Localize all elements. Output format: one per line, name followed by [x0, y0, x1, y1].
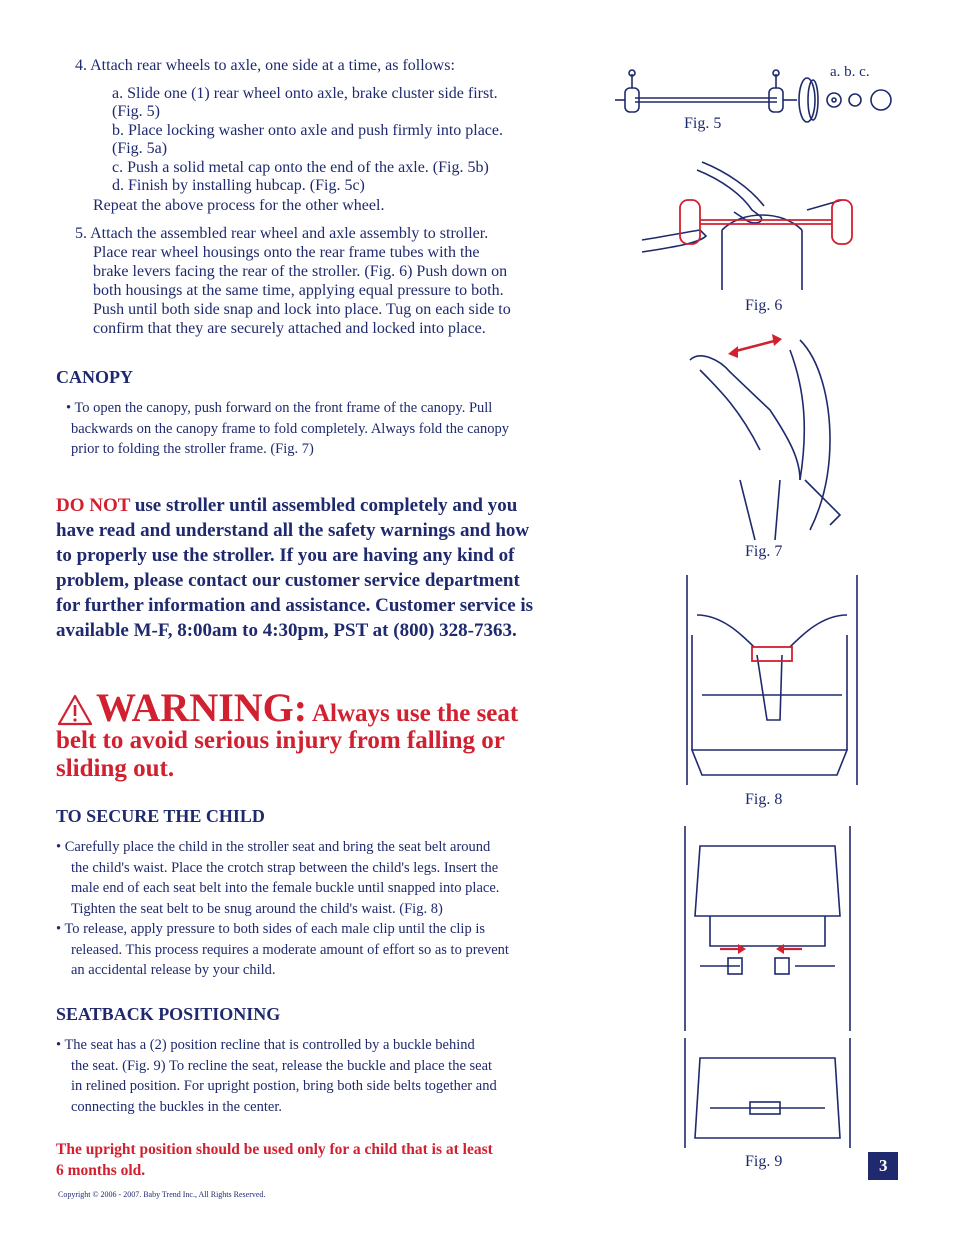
secure-line: released. This process requires a moderate amount of effort so as to prevent — [71, 941, 509, 958]
step4-intro: 4. Attach rear wheels to axle, one side at a time, as follows: — [75, 57, 455, 74]
canopy-line: backwards on the canopy frame to fold completely. Always fold the canopy — [71, 420, 509, 437]
warning-text: Always use the seat — [307, 700, 519, 727]
fig5-label: Fig. 5 — [684, 115, 722, 132]
warning-text: belt to avoid serious injury from falling or — [56, 727, 505, 754]
fig7-canopy-illustration — [680, 330, 870, 540]
upright-note: The upright position should be used only for a child that is at least — [56, 1141, 493, 1158]
step5-line: both housings at the same time, applying equal pressure to both. — [93, 282, 504, 299]
page-number-badge — [868, 1152, 898, 1180]
fig7-label: Fig. 7 — [745, 543, 783, 560]
do-not-label: DO NOT — [56, 495, 131, 516]
seatback-line: in relined position. For upright postion, bring both side belts together and — [71, 1078, 497, 1094]
copyright: Copyright © 2006 - 2007. Baby Trend Inc., All Rights Reserved. — [58, 1190, 266, 1199]
secure-line: the child's waist. Place the crotch strap between the child's legs. Insert the — [71, 859, 499, 876]
secure-heading: TO SECURE THE CHILD — [56, 806, 265, 826]
step4-b-fig: (Fig. 5a) — [112, 140, 168, 157]
do-not-line: available M-F, 8:00am to 4:30pm, PST at (800) 328-7363. — [56, 620, 517, 641]
do-not-line: to properly use the stroller. If you are having any kind of — [56, 545, 515, 566]
warning-word: WARNING: — [96, 685, 308, 730]
step5-line: confirm that they are securely attached and locked into place. — [93, 320, 486, 337]
secure-line: • Carefully place the child in the stroller seat and bring the seat belt around — [56, 839, 491, 855]
step4-b: b. Place locking washer onto axle and push firmly into place. — [112, 122, 504, 139]
warning-text: sliding out. — [56, 755, 175, 782]
fig5-parts-labels: a. b. c. — [830, 64, 870, 80]
step5-line: Place rear wheel housings onto the rear frame tubes with the — [93, 244, 480, 261]
seatback-line: connecting the buckles in the center. — [71, 1098, 282, 1115]
upright-note: 6 months old. — [56, 1162, 146, 1179]
do-not-line: problem, please contact our customer service department — [56, 570, 520, 591]
step4-c: c. Push a solid metal cap onto the end of the axle. (Fig. 5b) — [112, 159, 489, 176]
step5-line: 5. Attach the assembled rear wheel and axle assembly to stroller. — [75, 225, 489, 242]
secure-text — [56, 837, 509, 981]
seatback-text — [56, 1035, 497, 1117]
step5-line: Push until both side snap and lock into place. Tug on each side to — [93, 301, 511, 318]
step4-d: d. Finish by installing hubcap. (Fig. 5c) — [112, 177, 365, 194]
do-not-line: have read and understand all the safety warnings and how — [56, 520, 530, 541]
fig6-wheel-housing-illustration — [642, 160, 872, 290]
secure-line: an accidental release by your child. — [71, 962, 276, 978]
seatback-heading: SEATBACK POSITIONING — [56, 1004, 281, 1024]
fig8-label: Fig. 8 — [745, 791, 783, 808]
secure-line: Tighten the seat belt to be snug around the child's waist. (Fig. 8) — [71, 900, 443, 917]
fig6-label: Fig. 6 — [745, 297, 783, 314]
step4-a-fig: (Fig. 5) — [112, 103, 160, 120]
do-not-line: for further information and assistance. Customer service is — [56, 595, 534, 616]
fig9-buckle-release-illustration — [680, 826, 855, 1031]
do-not-notice — [56, 493, 533, 643]
fig9-label: Fig. 9 — [745, 1153, 783, 1170]
secure-line: male end of each seat belt into the female buckle until snapped into place. — [71, 880, 500, 896]
seatback-line: • The seat has a (2) position recline that is controlled by a buckle behind — [56, 1037, 475, 1053]
page-number: 3 — [879, 1156, 888, 1175]
canopy-line: prior to folding the stroller frame. (Fig. 7) — [71, 441, 314, 457]
warning-triangle-icon — [57, 694, 93, 726]
fig8-seat-belt-illustration — [682, 575, 862, 785]
step4-a: a. Slide one (1) rear wheel onto axle, brake cluster side first. — [112, 85, 498, 102]
canopy-line: • To open the canopy, push forward on the front frame of the canopy. Pull — [66, 400, 493, 416]
canopy-text — [56, 398, 509, 460]
fig9-seatback-illustration — [680, 1038, 855, 1148]
step5-line: brake levers facing the rear of the stroller. (Fig. 6) Push down on — [93, 263, 508, 280]
step5-block — [75, 224, 511, 338]
step4-repeat: Repeat the above process for the other wheel. — [93, 197, 385, 214]
canopy-heading: CANOPY — [56, 367, 133, 387]
seatback-line: the seat. (Fig. 9) To recline the seat, release the buckle and place the seat — [71, 1057, 493, 1074]
warning-title — [96, 684, 518, 731]
do-not-line: use stroller until assembled completely and you — [130, 495, 518, 516]
secure-line: • To release, apply pressure to both sides of each male clip until the clip is — [56, 921, 486, 937]
